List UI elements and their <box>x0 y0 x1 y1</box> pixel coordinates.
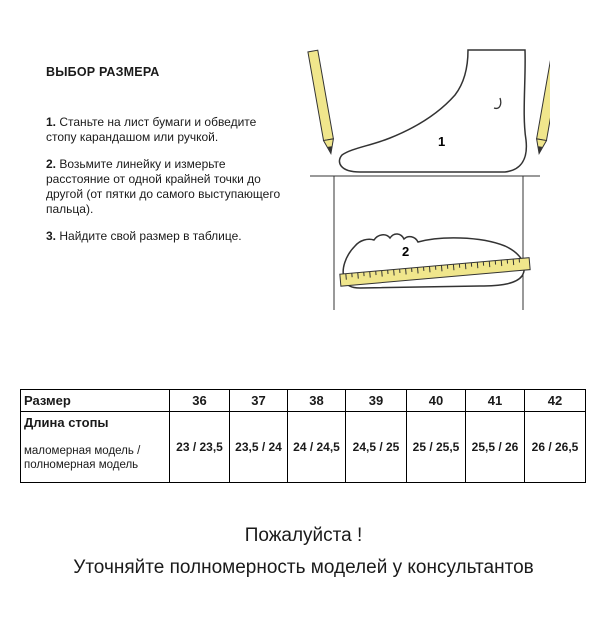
length-cell: 23 / 23,5 <box>170 412 230 483</box>
foot-measure-diagram <box>300 40 550 320</box>
length-subtitle <box>24 444 167 472</box>
size-cell: 37 <box>230 390 288 412</box>
size-cell: 39 <box>346 390 407 412</box>
length-cell: 25,5 / 26 <box>466 412 525 483</box>
step-text: Возьмите линейку и измерьте расстояние от одной крайней точки до другой (от пятки до самого выступающего пальца). <box>46 157 281 216</box>
diagram-label: 1 <box>438 134 446 149</box>
size-row <box>21 390 586 412</box>
guide-title: ВЫБОР РАЗМЕРА <box>46 65 160 79</box>
length-title: Длина стопы <box>24 415 109 430</box>
step-3 <box>46 229 286 244</box>
length-header <box>21 412 170 483</box>
size-cell: 40 <box>407 390 466 412</box>
pencil-icon <box>534 50 550 154</box>
step-1 <box>46 115 286 145</box>
length-subtitle-line: маломерная модель / <box>24 445 141 457</box>
length-subtitle-line: полномерная модель <box>24 459 139 471</box>
size-cell: 36 <box>170 390 230 412</box>
instructions <box>46 115 286 256</box>
size-cell: 42 <box>525 390 586 412</box>
step-2 <box>46 157 286 217</box>
footer-note: Уточняйте полномерность моделей у консультантов <box>73 557 534 578</box>
footer-please: Пожалуйста ! <box>244 525 363 546</box>
length-row <box>21 412 586 483</box>
length-cell: 26 / 26,5 <box>525 412 586 483</box>
length-cell: 24,5 / 25 <box>346 412 407 483</box>
length-cell: 24 / 24,5 <box>288 412 346 483</box>
size-table <box>20 389 586 483</box>
step-number: 2. <box>46 157 57 171</box>
size-cell: 41 <box>466 390 525 412</box>
foot-side-icon <box>339 50 526 172</box>
size-cell: 38 <box>288 390 346 412</box>
diagram-label: 2 <box>402 244 410 259</box>
step-number: 3. <box>46 229 57 243</box>
length-cell: 23,5 / 24 <box>230 412 288 483</box>
size-header: Размер <box>21 390 170 412</box>
step-number: 1. <box>46 115 57 129</box>
pencil-icon <box>308 50 336 154</box>
step-text: Найдите свой размер в таблице. <box>59 229 242 243</box>
step-text: Станьте на лист бумаги и обведите стопу карандашом или ручкой. <box>46 115 257 144</box>
length-cell: 25 / 25,5 <box>407 412 466 483</box>
